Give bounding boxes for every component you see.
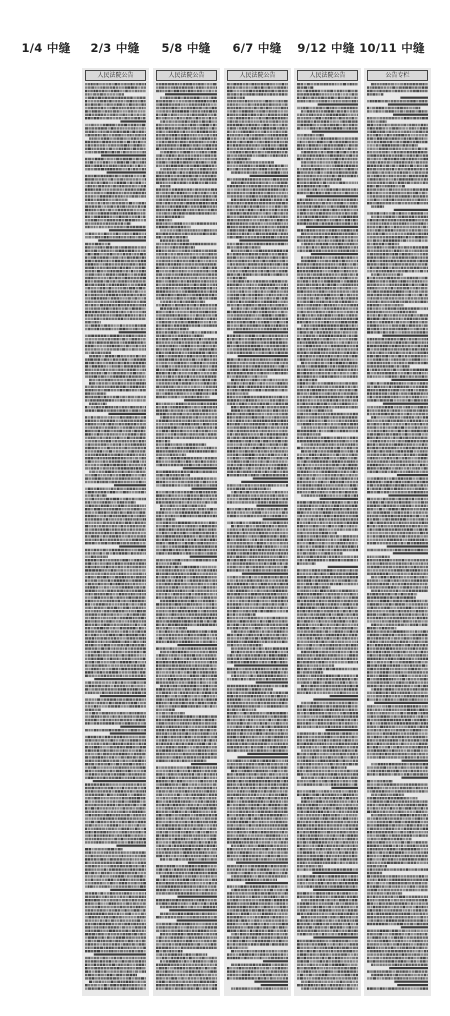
column-label-5-8: 5/8 中缝 bbox=[149, 40, 223, 56]
notice-text-block bbox=[296, 82, 359, 994]
notice-text-block bbox=[155, 82, 218, 994]
column-label-9-12: 9/12 中缝 bbox=[289, 40, 363, 56]
notice-strip-9-12 bbox=[294, 68, 361, 996]
dense-text-texture bbox=[84, 82, 147, 992]
notice-strip-6-7 bbox=[224, 68, 291, 996]
column-label-1-4: 1/4 中缝 bbox=[9, 40, 83, 56]
column-label-10-11: 10/11 中缝 bbox=[355, 40, 429, 56]
notice-text-block bbox=[366, 82, 429, 994]
column-label-2-3: 2/3 中缝 bbox=[78, 40, 152, 56]
strip-header-court-notice: 人民法院公告 bbox=[85, 70, 146, 81]
dense-text-texture bbox=[366, 82, 429, 992]
column-label-6-7: 6/7 中缝 bbox=[220, 40, 294, 56]
notice-strip-2-3 bbox=[82, 68, 149, 996]
strip-header-court-notice: 人民法院公告 bbox=[297, 70, 358, 81]
strip-header-court-notice: 人民法院公告 bbox=[227, 70, 288, 81]
notice-strip-5-8 bbox=[153, 68, 220, 996]
dense-text-texture bbox=[296, 82, 359, 992]
notice-strip-10-11 bbox=[364, 68, 431, 996]
notice-text-block bbox=[84, 82, 147, 994]
notice-text-block bbox=[226, 82, 289, 994]
dense-text-texture bbox=[155, 82, 218, 992]
strip-header-notice-column: 公告专栏 bbox=[367, 70, 428, 81]
strip-header-court-notice: 人民法院公告 bbox=[156, 70, 217, 81]
dense-text-texture bbox=[226, 82, 289, 992]
